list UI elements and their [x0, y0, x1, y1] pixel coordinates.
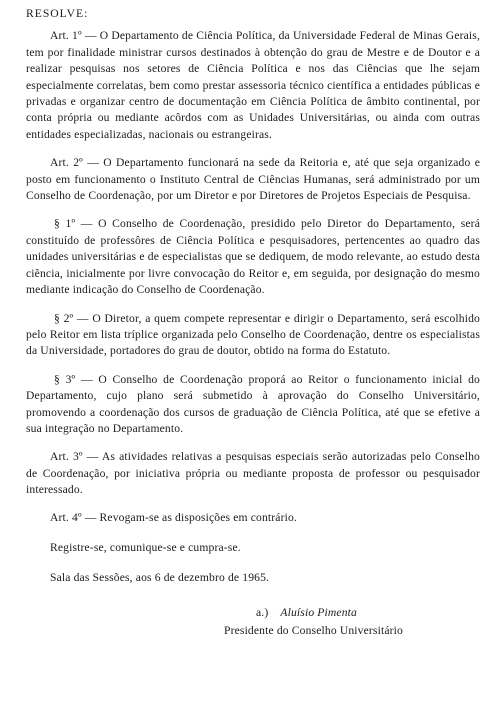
- article-1: Art. 1º — O Departamento de Ciência Política, da Universidade Federal de Minas Gerais, tem por finalidade ministrar cursos destinados à obtenção do grau de Mestre e de Doutor e a realizar pesquisas nos setores de Ciência Política e nos das Ciências que lhe sejam especialmente correlatas, bem como prestar assessoria técnico científica a entidades públicas e privadas e organizar centro de documentação em Ciência Política de âmbito continental, por conta própria ou mediante acôrdos com as Unidades Universitárias, ou ainda com outras entidades especializadas, nacionais ou estrangeiras.: [26, 29, 480, 141]
- signature-prefix: a.): [256, 605, 269, 619]
- resolve-heading: RESOLVE:: [26, 7, 89, 20]
- article-3: Art. 3º — As atividades relativas a pesquisas especiais serão autorizadas pelo Conselho de Coordenação, por iniciativa própria ou mediante proposta de professor ou pesquisador interessado.: [26, 450, 480, 497]
- signature-block: [256, 605, 480, 621]
- registre-line: Registre-se, comunique-se e cumpra-se.: [50, 540, 241, 554]
- signature-title: Presidente do Conselho Universitário: [224, 624, 403, 638]
- article-2: Art. 2º — O Departamento funcionará na sede da Reitoria e, até que seja organizado e posto em funcionamento o Instituto Central de Ciências Humanas, será administrado por um Conselho de Coordenação, por um Diretor e por Diretores de Projetos Especiais de Pesquisa.: [26, 156, 480, 203]
- paragraph-1: § 1º — O Conselho de Coordenação, presidido pelo Diretor do Departamento, será constituído de professôres de Ciência Política e pesquisadores, pertencentes ao quadro das unidades universitárias e de especialistas que se dediquem, de modo relevante, ao estudo desta ciência, inicialmente por livre convocação do Reitor e, em seguida, por designação do mesmo mediante indicação do Conselho de Coordenação.: [26, 217, 480, 297]
- paragraph-3: § 3º — O Conselho de Coordenação proporá ao Reitor o funcionamento inicial do Departamento, cujo plano será submetido à aprovação do Conselho Universitário, promovendo a coordenação dos cursos de graduação de Ciência Política, até que se efetive a sua integração no Departamento.: [26, 372, 480, 435]
- signature-name: Aluísio Pimenta: [280, 605, 357, 619]
- sala-line: Sala das Sessões, aos 6 de dezembro de 1965.: [50, 571, 270, 585]
- paragraph-2: § 2º — O Diretor, a quem compete representar e dirigir o Departamento, será escolhido pelo Reitor em lista tríplice organizada pelo Conselho de Coordenação, dentre os especialistas da Universidade, portadores do grau de doutor, obtido na forma do Estatuto.: [26, 311, 480, 358]
- article-4: Art. 4º — Revogam-se as disposições em contrário.: [50, 510, 297, 524]
